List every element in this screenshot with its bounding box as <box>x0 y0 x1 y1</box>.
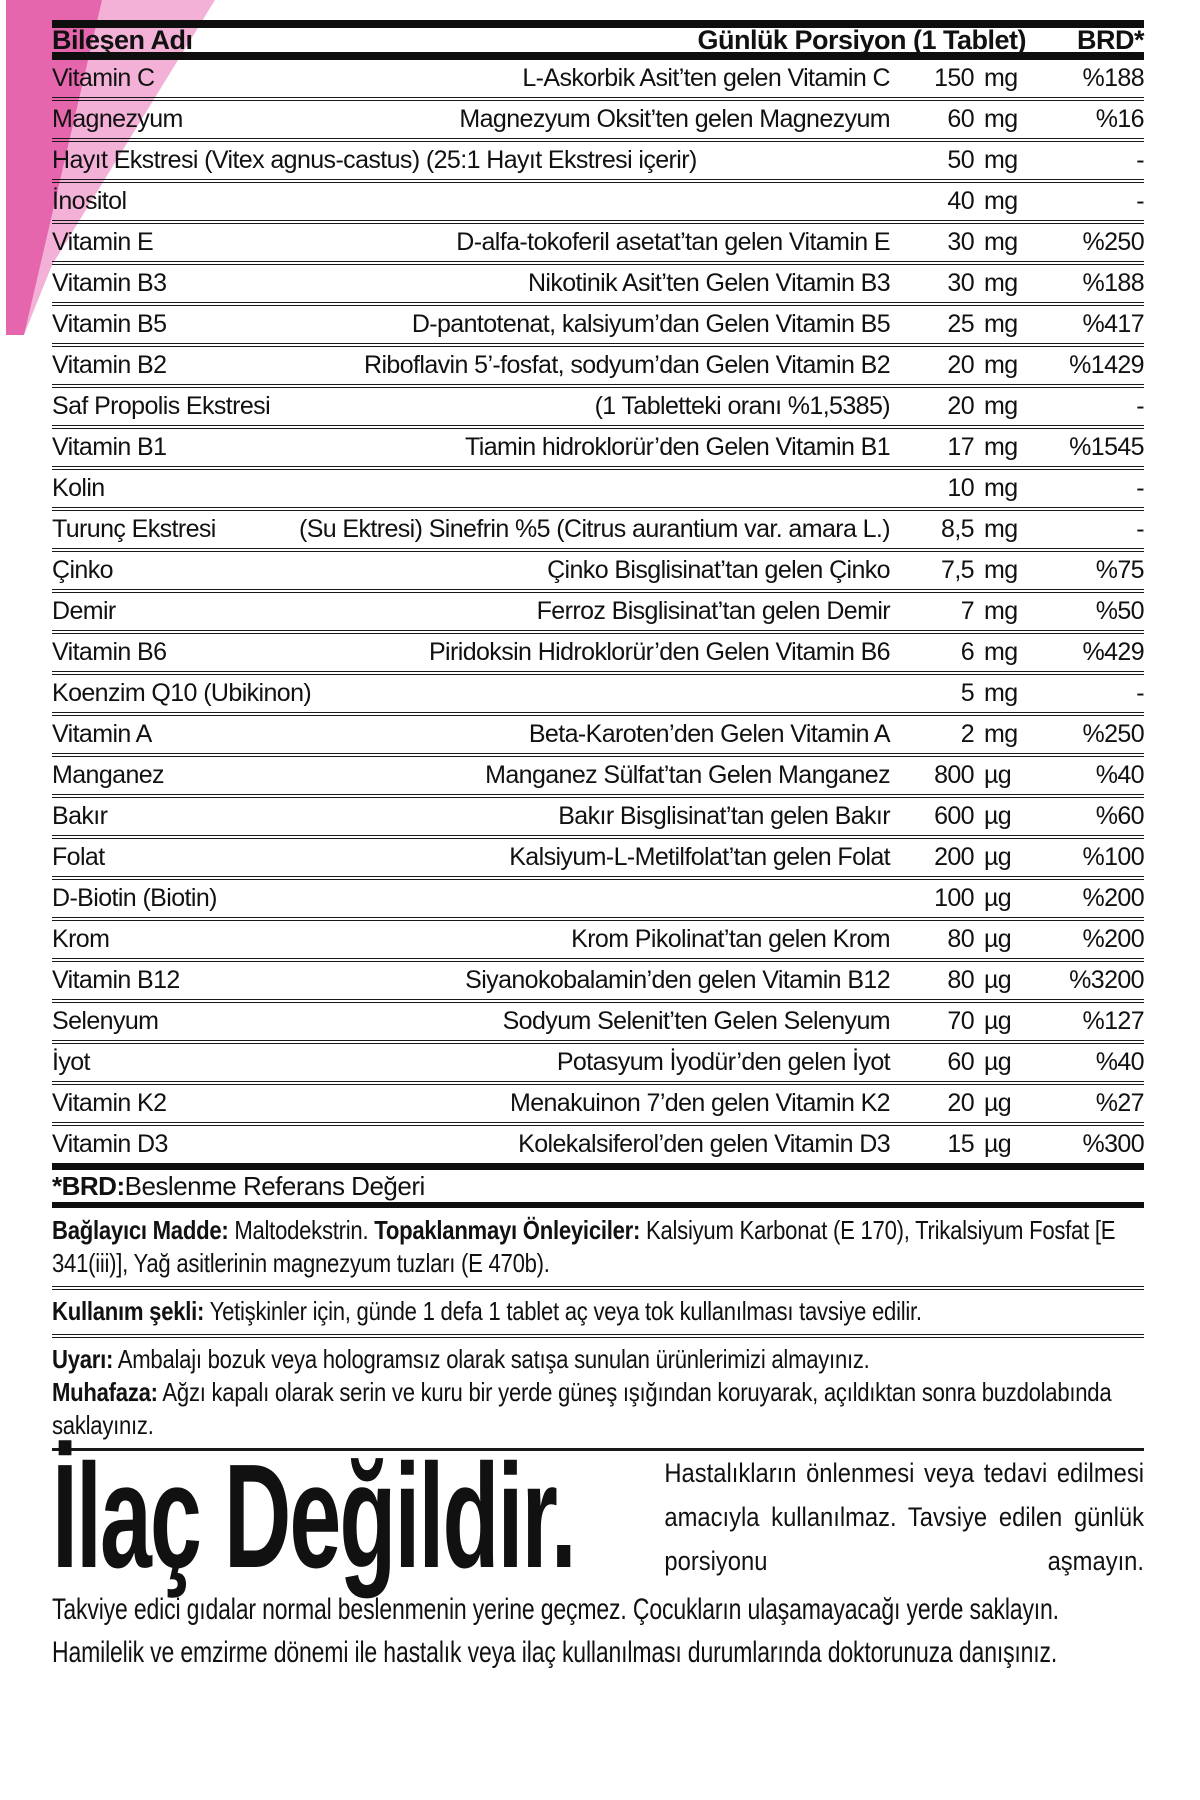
ingredient-row <box>52 1085 1144 1126</box>
ingredient-unit: µg <box>984 966 1012 994</box>
ingredient-unit: mg <box>984 679 1018 707</box>
ingredient-brd: - <box>1136 392 1144 420</box>
ingredient-amount: 80 <box>947 966 974 994</box>
disclaimer-side-text: Hastalıkların önlenmesi veya tedavi edilmesi amacıyla kullanılmaz. Tavsiye edilen günlük porsiyonu aşmayın. <box>664 1458 1144 1576</box>
ingredient-amount: 8,5 <box>941 515 974 543</box>
ingredient-brd: %40 <box>1095 761 1144 789</box>
ingredient-row <box>52 634 1144 675</box>
ingredient-brd: %127 <box>1082 1007 1144 1035</box>
ingredient-unit: mg <box>984 474 1018 502</box>
ingredient-unit: mg <box>984 105 1018 133</box>
ingredient-unit: mg <box>984 64 1018 92</box>
ingredient-amount: 800 <box>934 761 974 789</box>
ingredient-unit: mg <box>984 146 1018 174</box>
ingredient-row <box>52 1044 1144 1085</box>
table-header-row <box>52 20 1144 60</box>
ingredient-name: Vitamin C <box>52 64 155 92</box>
ingredient-name: Turunç Ekstresi <box>52 515 216 543</box>
ingredient-row <box>52 429 1144 470</box>
ingredient-row <box>52 183 1144 224</box>
ingredient-row <box>52 962 1144 1003</box>
ingredient-row <box>52 265 1144 306</box>
ingredient-row <box>52 716 1144 757</box>
header-portion: Günlük Porsiyon (1 Tablet) <box>697 24 1026 55</box>
storage-label: Muhafaza: <box>52 1377 158 1407</box>
ingredient-brd: %16 <box>1095 105 1144 133</box>
ingredient-brd: %188 <box>1082 269 1144 297</box>
ingredient-brd: %75 <box>1095 556 1144 584</box>
ingredient-name: Çinko <box>52 556 113 584</box>
brd-footnote <box>52 1170 1144 1208</box>
ingredient-row <box>52 593 1144 634</box>
ingredient-source: Nikotinik Asit’ten Gelen Vitamin B3 <box>527 269 890 297</box>
disclaimer-headline-row <box>52 1434 1144 1599</box>
warning-label: Uyarı: <box>52 1344 114 1374</box>
ingredient-source: Tiamin hidroklorür’den Gelen Vitamin B1 <box>465 433 890 461</box>
ingredient-amount: 5 <box>960 679 974 707</box>
ingredient-unit: µg <box>984 802 1012 830</box>
ingredient-amount: 80 <box>947 925 974 953</box>
ingredient-source: D-pantotenat, kalsiyum’dan Gelen Vitamin B5 <box>411 310 890 338</box>
ingredient-amount: 40 <box>947 187 974 215</box>
ingredient-source: Manganez Sülfat’tan Gelen Manganez <box>485 761 890 789</box>
ingredient-name: Vitamin B1 <box>52 433 167 461</box>
ingredient-brd: - <box>1136 146 1144 174</box>
usage-section <box>52 1290 1144 1338</box>
ingredient-amount: 25 <box>947 310 974 338</box>
ingredient-unit: mg <box>984 638 1018 666</box>
anticaking-text: Kalsiyum Karbonat (E 170), Trikalsiyum Fosfat [E 341(iii)], Yağ asitlerinin magnezyum tuzları (E 470b). <box>52 1215 1116 1278</box>
binder-label: Bağlayıcı Madde: <box>52 1215 229 1245</box>
ingredient-source: Krom Pikolinat’tan gelen Krom <box>571 925 890 953</box>
ingredient-row <box>52 347 1144 388</box>
ingredient-amount: 7,5 <box>941 556 974 584</box>
ingredient-unit: mg <box>984 597 1018 625</box>
ingredient-amount: 600 <box>934 802 974 830</box>
ingredient-amount: 7 <box>960 597 974 625</box>
ingredient-source: Sodyum Selenit’ten Gelen Selenyum <box>502 1007 890 1035</box>
ingredient-amount: 2 <box>960 720 974 748</box>
ingredient-unit: µg <box>984 925 1012 953</box>
ingredient-amount: 15 <box>947 1130 974 1158</box>
ingredient-source: Bakır Bisglisinat’tan gelen Bakır <box>558 802 890 830</box>
ingredient-source: Beta-Karoten’den Gelen Vitamin A <box>528 720 890 748</box>
ingredient-amount: 20 <box>947 1089 974 1117</box>
usage-label: Kullanım şekli: <box>52 1296 205 1326</box>
ingredient-unit: mg <box>984 269 1018 297</box>
brd-footnote-text: Beslenme Referans Değeri <box>124 1170 425 1201</box>
ingredient-amount: 100 <box>934 884 974 912</box>
ingredient-unit: µg <box>984 884 1012 912</box>
ingredient-name: İnositol <box>52 187 127 215</box>
header-brd: BRD* <box>1076 24 1144 55</box>
ingredient-brd: %417 <box>1082 310 1144 338</box>
binder-text: Maltodekstrin. <box>228 1215 375 1245</box>
ingredient-source: D-alfa-tokoferil asetat’tan gelen Vitamin E <box>456 228 890 256</box>
ingredient-unit: µg <box>984 1007 1012 1035</box>
ingredient-amount: 200 <box>934 843 974 871</box>
ingredient-amount: 30 <box>947 228 974 256</box>
ingredient-brd: %300 <box>1082 1130 1144 1158</box>
brd-footnote-label: *BRD: <box>52 1170 125 1201</box>
ingredient-source: Kolekalsiferol’den gelen Vitamin D3 <box>518 1130 890 1158</box>
ingredient-row <box>52 1003 1144 1044</box>
ingredient-amount: 10 <box>947 474 974 502</box>
header-component: Bileşen Adı <box>52 24 193 55</box>
ingredient-row <box>52 388 1144 429</box>
ingredient-amount: 20 <box>947 351 974 379</box>
ingredient-amount: 6 <box>960 638 974 666</box>
ingredient-brd: %188 <box>1082 64 1144 92</box>
ingredient-unit: µg <box>984 1089 1012 1117</box>
ingredient-name: Hayıt Ekstresi (Vitex agnus-castus) (25:1 Hayıt Ekstresi içerir) <box>52 146 697 174</box>
ingredient-brd: - <box>1136 515 1144 543</box>
storage-line <box>52 1376 1143 1442</box>
ingredients-table-body <box>52 60 1144 1170</box>
ingredient-name: Vitamin E <box>52 228 154 256</box>
ingredient-brd: %429 <box>1082 638 1144 666</box>
ingredient-name: Vitamin K2 <box>52 1089 167 1117</box>
ingredient-name: Koenzim Q10 (Ubikinon) <box>52 679 312 707</box>
ingredient-name: Bakır <box>52 802 108 830</box>
ingredient-brd: %27 <box>1095 1089 1144 1117</box>
ingredient-unit: mg <box>984 720 1018 748</box>
ingredient-name: Saf Propolis Ekstresi <box>52 392 271 420</box>
label-content <box>52 20 1144 1669</box>
ingredient-name: Vitamin B2 <box>52 351 167 379</box>
ingredient-amount: 60 <box>947 105 974 133</box>
ingredient-row <box>52 511 1144 552</box>
ingredient-brd: - <box>1136 679 1144 707</box>
ingredient-brd: %1429 <box>1069 351 1144 379</box>
ingredient-unit: µg <box>984 1130 1012 1158</box>
ingredient-source: Ferroz Bisglisinat’tan gelen Demir <box>536 597 890 625</box>
storage-text: Ağzı kapalı olarak serin ve kuru bir yerde güneş ışığından koruyarak, açıldıktan sonra buzdolabında saklayınız. <box>52 1377 1112 1440</box>
disclaimer-line-1: Takviye edici gıdalar normal beslenmenin yerine geçmez. Çocukların ulaşamayacağı yerde saklayın. <box>52 1593 1059 1626</box>
ingredient-unit: mg <box>984 392 1018 420</box>
ingredient-name: Selenyum <box>52 1007 159 1035</box>
ingredient-source: Menakuinon 7’den gelen Vitamin K2 <box>509 1089 890 1117</box>
disclaimer-line-2: Hamilelik ve emzirme dönemi ile hastalık veya ilaç kullanılması durumlarında doktorunuza danışınız. <box>52 1636 1058 1669</box>
ingredient-row <box>52 798 1144 839</box>
ingredient-source: (1 Tabletteki oranı %1,5385) <box>594 392 890 420</box>
anticaking-label: Topaklanmayı Önleyiciler: <box>374 1215 641 1245</box>
ingredient-brd: %200 <box>1082 925 1144 953</box>
ingredient-row <box>52 552 1144 593</box>
warning-text: Ambalajı bozuk veya hologramsız olarak satışa sunulan ürünlerimizi almayınız. <box>113 1344 870 1374</box>
ingredient-brd: %100 <box>1082 843 1144 871</box>
ingredient-amount: 70 <box>947 1007 974 1035</box>
ingredient-brd: - <box>1136 187 1144 215</box>
ingredient-source: Magnezyum Oksit’ten gelen Magnezyum <box>459 105 890 133</box>
ingredient-brd: %40 <box>1095 1048 1144 1076</box>
ingredient-brd: %3200 <box>1069 966 1144 994</box>
ingredient-unit: mg <box>984 556 1018 584</box>
ingredient-name: Vitamin B5 <box>52 310 167 338</box>
ingredient-amount: 30 <box>947 269 974 297</box>
ingredient-unit: mg <box>984 310 1018 338</box>
ingredient-row <box>52 142 1144 183</box>
binder-section <box>52 1208 1144 1290</box>
ingredient-row <box>52 675 1144 716</box>
ingredient-amount: 20 <box>947 392 974 420</box>
ingredient-row <box>52 921 1144 962</box>
ingredient-source: L-Askorbik Asit’ten gelen Vitamin C <box>522 64 890 92</box>
ingredient-unit: mg <box>984 433 1018 461</box>
not-medicine-headline: İlaç Değildir. <box>52 1434 575 1599</box>
ingredient-row <box>52 470 1144 511</box>
ingredient-name: Demir <box>52 597 116 625</box>
ingredient-amount: 150 <box>934 64 974 92</box>
ingredient-row <box>52 224 1144 265</box>
ingredient-unit: µg <box>984 1048 1012 1076</box>
ingredient-unit: mg <box>984 228 1018 256</box>
ingredient-row <box>52 1126 1144 1170</box>
ingredient-source: Çinko Bisglisinat’tan gelen Çinko <box>547 556 890 584</box>
ingredient-unit: mg <box>984 515 1018 543</box>
ingredient-name: Magnezyum <box>52 105 183 133</box>
ingredient-unit: µg <box>984 843 1012 871</box>
ingredient-name: Folat <box>52 843 105 871</box>
ingredient-name: D-Biotin (Biotin) <box>52 884 217 912</box>
ingredient-unit: mg <box>984 351 1018 379</box>
ingredient-source: Riboflavin 5’-fosfat, sodyum’dan Gelen Vitamin B2 <box>364 351 890 379</box>
ingredient-brd: %200 <box>1082 884 1144 912</box>
ingredient-row <box>52 306 1144 347</box>
warning-line <box>52 1343 1143 1376</box>
ingredient-amount: 60 <box>947 1048 974 1076</box>
ingredient-source: Potasyum İyodür’den gelen İyot <box>556 1048 890 1076</box>
ingredient-brd: - <box>1136 474 1144 502</box>
ingredient-amount: 50 <box>947 146 974 174</box>
ingredient-name: Vitamin B12 <box>52 966 180 994</box>
ingredient-source: (Su Ektresi) Sinefrin %5 (Citrus aurantium var. amara L.) <box>298 515 890 543</box>
ingredient-brd: %1545 <box>1069 433 1144 461</box>
ingredient-brd: %250 <box>1082 720 1144 748</box>
ingredient-name: Vitamin B6 <box>52 638 167 666</box>
ingredient-row <box>52 880 1144 921</box>
usage-text: Yetişkinler için, günde 1 defa 1 tablet aç veya tok kullanılması tavsiye edilir. <box>204 1296 922 1326</box>
ingredient-name: Vitamin A <box>52 720 152 748</box>
ingredient-amount: 17 <box>947 433 974 461</box>
ingredient-source: Siyanokobalamin’den gelen Vitamin B12 <box>465 966 890 994</box>
ingredient-unit: µg <box>984 761 1012 789</box>
ingredient-name: İyot <box>52 1048 90 1076</box>
ingredient-name: Vitamin D3 <box>52 1130 168 1158</box>
ingredient-source: Kalsiyum-L-Metilfolat’tan gelen Folat <box>509 843 890 871</box>
ingredients-table <box>52 20 1144 1208</box>
ingredient-row <box>52 757 1144 798</box>
disclaimer-section <box>52 1434 1144 1669</box>
ingredient-row <box>52 60 1144 101</box>
ingredient-name: Kolin <box>52 474 105 502</box>
ingredient-brd: %250 <box>1082 228 1144 256</box>
ingredient-row <box>52 101 1144 142</box>
ingredient-brd: %60 <box>1095 802 1144 830</box>
ingredient-unit: mg <box>984 187 1018 215</box>
ingredient-name: Vitamin B3 <box>52 269 167 297</box>
ingredient-name: Krom <box>52 925 110 953</box>
ingredient-name: Manganez <box>52 761 164 789</box>
ingredient-brd: %50 <box>1095 597 1144 625</box>
ingredient-row <box>52 839 1144 880</box>
ingredient-source: Piridoksin Hidroklorür’den Gelen Vitamin B6 <box>428 638 890 666</box>
